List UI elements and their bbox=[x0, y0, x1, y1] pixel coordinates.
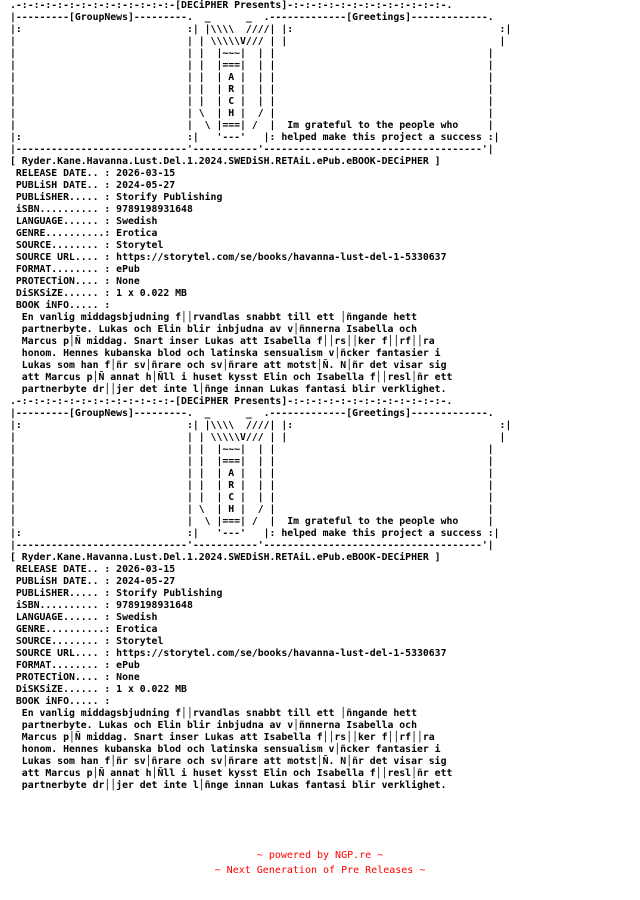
nfo-text-block: .-:-:-:-:-:-:-:-:-:-:-:-:-:-[DECiPHER Presents]-:-:-:-:-:-:-:-:-:-:-:-:-:-. |---------[GroupNews]---------. _ _ .-------------[Greetings]-------------. |: :| |\\\\ ////| |: :| | | | \\\\\V/// | | | | | | |~~~| | | | | | | |===| | | | | | | | A | | | | | | | | R | | | | | | | | C | | | | | | \ | H | / | | | | \ |===| / | Im grateful to the people who | |: :| '---' |: helped make this project a success :| |-----------------------------'-----------'-------------------------------------'| [ Ryder.Kane.Havanna.Lust.Del.1.2024.SWEDiSH.RETAiL.ePub.eBOOK-DECiPHER ] RELEASE DATE.. : 2026-03-15 PUBLiSH DATE.. : 2024-05-27 PUBLiSHER..... : Storify Publishing iSBN.......... : 9789198931648 LANGUAGE...... : Swedish GENRE..........: Erotica SOURCE........ : Storytel SOURCE URL.... : https://storytel.com/se/books/havanna-lust-del-1-5330637 FORMAT........ : ePub PROTECTiON.... : None DiSKSiZE...... : 1 x 0.022 MB BOOK iNFO..... : En vanlig middagsbjudning f││rvandlas snabbt till ett │ñngande hett partnerbyte. Lukas och Elin blir inbjudna av v│ñnnerna Isabella och Marcus p│Ñ middag. Snart inser Lukas att Isabella f││rs││ker f││rf││ra honom. Hennes kubanska blod och latinska sensualism v│ñcker fantasier i Lukas som han f│ñr sv│ñrare och sv│ñrare att motst│Ñ. N│ñr det visar sig att Marcus p│Ñ annat h│Ñll i huset kysst Elin och Isabella f││resl│ñr ett partnerbyte dr││jer det inte l│ñnge innan Lukas fantasi blir verklighet. bbox=[10, 0, 512, 395]
nfo-text-block-repeat: .-:-:-:-:-:-:-:-:-:-:-:-:-:-[DECiPHER Presents]-:-:-:-:-:-:-:-:-:-:-:-:-:-. |---------[GroupNews]---------. _ _ .-------------[Greetings]-------------. |: :| |\\\\ ////| |: :| | | | \\\\\V/// | | | | | | |~~~| | | | | | | |===| | | | | | | | A | | | | | | | | R | | | | | | | | C | | | | | | \ | H | / | | | | \ |===| / | Im grateful to the people who | |: :| '---' |: helped make this project a success :| |-----------------------------'-----------'-------------------------------------'| [ Ryder.Kane.Havanna.Lust.Del.1.2024.SWEDiSH.RETAiL.ePub.eBOOK-DECiPHER ] RELEASE DATE.. : 2026-03-15 PUBLiSH DATE.. : 2024-05-27 PUBLiSHER..... : Storify Publishing iSBN.......... : 9789198931648 LANGUAGE...... : Swedish GENRE..........: Erotica SOURCE........ : Storytel SOURCE URL.... : https://storytel.com/se/books/havanna-lust-del-1-5330637 FORMAT........ : ePub PROTECTiON.... : None DiSKSiZE...... : 1 x 0.022 MB BOOK iNFO..... : En vanlig middagsbjudning f││rvandlas snabbt till ett │ñngande hett partnerbyte. Lukas och Elin blir inbjudna av v│ñnnerna Isabella och Marcus p│Ñ middag. Snart inser Lukas att Isabella f││rs││ker f││rf││ra honom. Hennes kubanska blod och latinska sensualism v│ñcker fantasier i Lukas som han f│ñr sv│ñrare och sv│ñrare att motst│Ñ. N│ñr det visar sig att Marcus p│Ñ annat h│Ñll i huset kysst Elin och Isabella f││resl│ñr ett partnerbyte dr││jer det inte l│ñnge innan Lukas fantasi blir verklighet. bbox=[10, 396, 512, 791]
footer-tagline: ~ Next Generation of Pre Releases ~ bbox=[214, 865, 426, 876]
powered-by-link[interactable]: ~ powered by NGP.re ~ bbox=[256, 850, 384, 861]
footer bbox=[0, 848, 640, 878]
